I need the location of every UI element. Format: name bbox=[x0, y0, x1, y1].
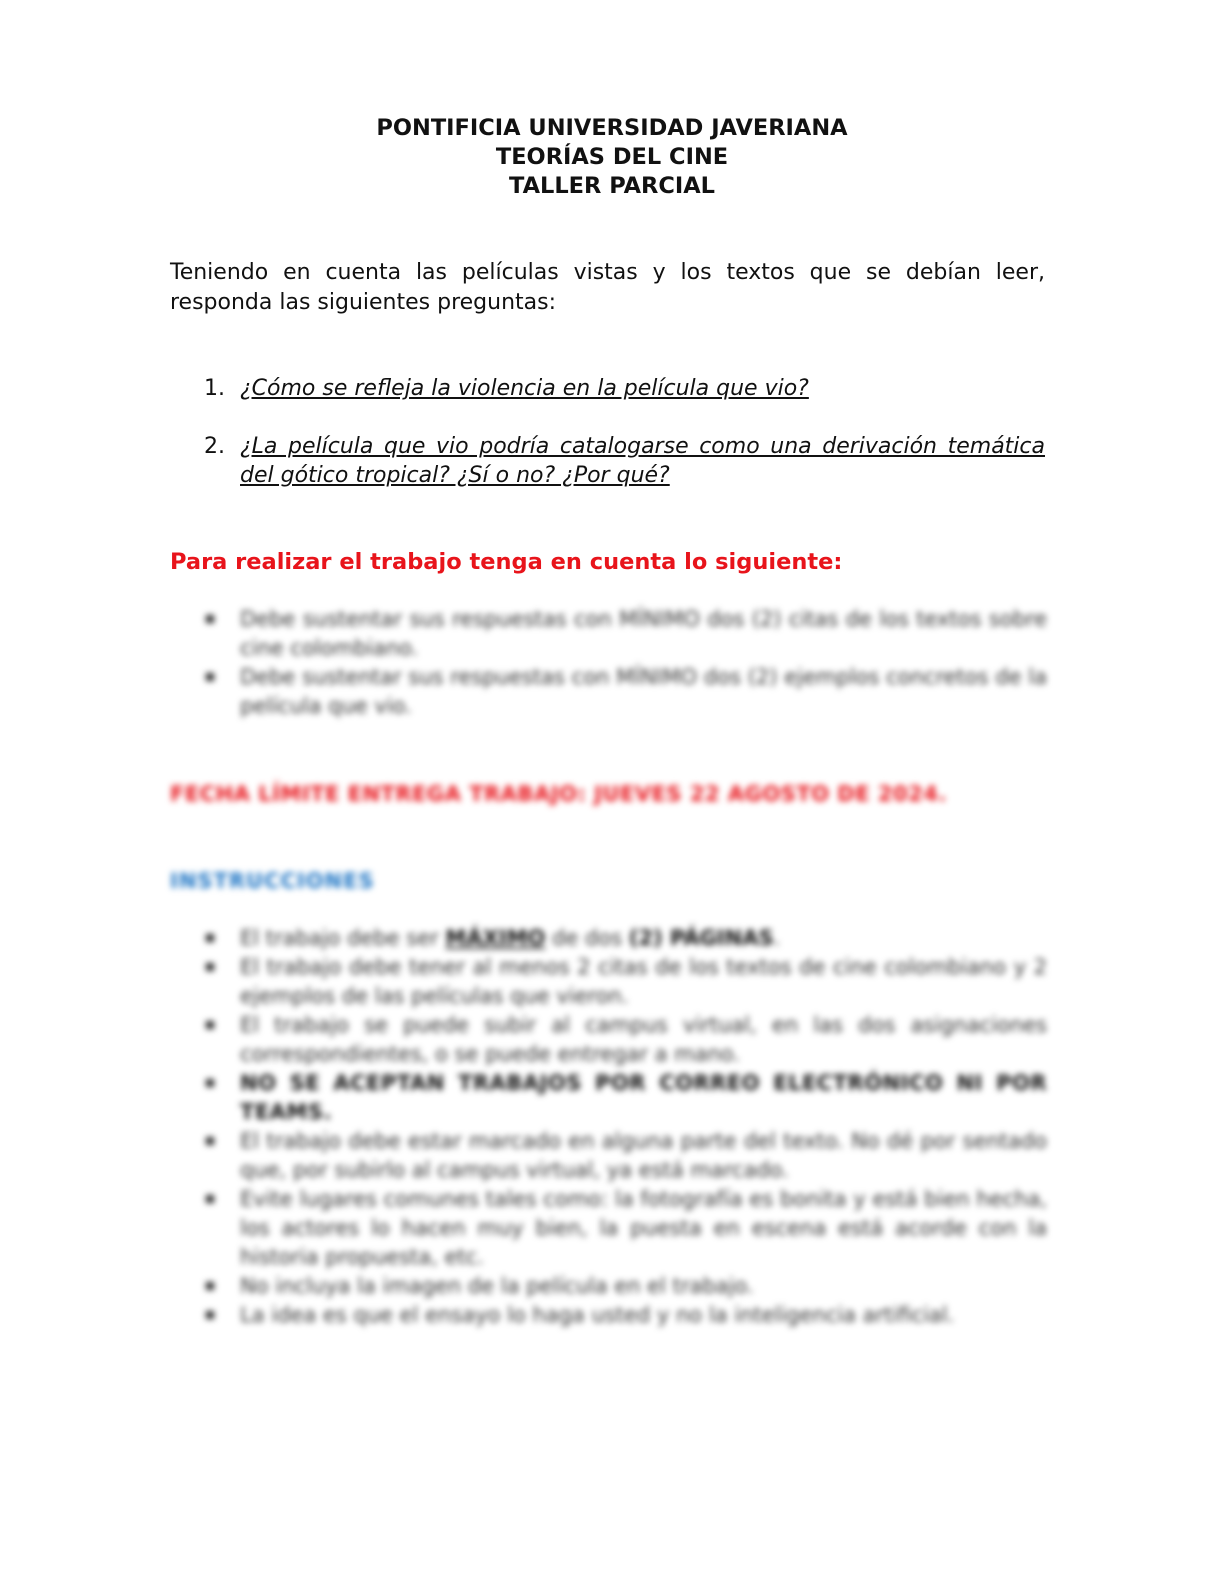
list-item bbox=[170, 663, 1047, 721]
instructions-list bbox=[170, 924, 1047, 1330]
instructions-title: INSTRUCCIONES bbox=[170, 869, 375, 893]
list-item bbox=[170, 953, 1047, 1011]
bullet-icon bbox=[206, 673, 214, 681]
list-item-text: El trabajo debe estar marcado en alguna parte del texto. No dé por sentado que, por subirlo al campus virtual, ya está marcado. bbox=[240, 1129, 1047, 1182]
list-item-text: La idea es que el ensayo lo haga usted y no la inteligencia artificial. bbox=[240, 1303, 955, 1327]
question-list bbox=[170, 374, 1045, 490]
requirements-list bbox=[170, 605, 1047, 721]
list-item-text: NO SE ACEPTAN TRABAJOS POR CORREO ELECTRÓNICO NI POR TEAMS. bbox=[240, 1071, 1047, 1124]
list-item-text: El trabajo debe tener al menos 2 citas de los textos de cine colombiano y 2 ejemplos de las películas que vieron. bbox=[240, 955, 1047, 1008]
list-item-text: Debe sustentar sus respuestas con MÍNIMO dos (2) ejemplos concretos de la película que vio. bbox=[240, 665, 1047, 718]
list-item-text: Evite lugares comunes tales como: la fotografía es bonita y está bien hecha, los actores lo hacen muy bien, la puesta en escena está acorde con la historia propuesta, etc. bbox=[240, 1187, 1047, 1269]
question-item bbox=[170, 432, 1045, 490]
list-item bbox=[170, 1069, 1047, 1127]
requirements-title: Para realizar el trabajo tenga en cuenta lo siguiente: bbox=[170, 549, 843, 575]
bullet-icon bbox=[206, 1021, 214, 1029]
list-item bbox=[170, 1011, 1047, 1069]
bullet-icon bbox=[206, 1282, 214, 1290]
question-number: 1. bbox=[204, 376, 225, 401]
bullet-icon bbox=[206, 963, 214, 971]
text-fragment: de dos bbox=[545, 926, 629, 950]
bullet-icon bbox=[206, 1195, 214, 1203]
deadline-notice: FECHA LÍMITE ENTREGA TRABAJO: JUEVES 22 AGOSTO DE 2024. bbox=[170, 782, 947, 806]
list-item-text bbox=[240, 926, 780, 950]
text-fragment: . bbox=[773, 926, 781, 950]
list-item bbox=[170, 1127, 1047, 1185]
list-item bbox=[170, 924, 1047, 953]
text-fragment: El trabajo debe ser bbox=[240, 926, 446, 950]
list-item-text: Debe sustentar sus respuestas con MÍNIMO dos (2) citas de los textos sobre cine colombiano. bbox=[240, 607, 1047, 660]
list-item bbox=[170, 1272, 1047, 1301]
list-item bbox=[170, 1185, 1047, 1272]
emphasis-text: MÁXIMO bbox=[445, 926, 546, 950]
question-text: ¿La película que vio podría catalogarse como una derivación temática del gótico tropical? ¿Sí o no? ¿Por qué? bbox=[240, 434, 1045, 488]
intro-paragraph: Teniendo en cuenta las películas vistas y los textos que se debían leer, responda las siguientes preguntas: bbox=[170, 260, 1045, 315]
question-text: ¿Cómo se refleja la violencia en la película que vio? bbox=[240, 376, 809, 401]
bullet-icon bbox=[206, 934, 214, 942]
emphasis-text: (2) PÁGINAS bbox=[628, 926, 774, 950]
course-name: TEORÍAS DEL CINE bbox=[495, 144, 729, 170]
document-header bbox=[0, 114, 1224, 201]
bullet-icon bbox=[206, 1311, 214, 1319]
list-item bbox=[170, 1301, 1047, 1330]
list-item bbox=[170, 605, 1047, 663]
list-item-text: No incluya la imagen de la película en el trabajo. bbox=[240, 1274, 754, 1298]
university-name: PONTIFICIA UNIVERSIDAD JAVERIANA bbox=[376, 115, 848, 141]
question-number: 2. bbox=[204, 434, 225, 459]
bullet-icon bbox=[206, 615, 214, 623]
list-item-text: El trabajo se puede subir al campus virtual, en las dos asignaciones correspondientes, o se puede entregar a mano. bbox=[240, 1013, 1047, 1066]
bullet-icon bbox=[206, 1137, 214, 1145]
question-item bbox=[170, 374, 1045, 403]
bullet-icon bbox=[206, 1079, 214, 1087]
assignment-title: TALLER PARCIAL bbox=[508, 173, 715, 199]
